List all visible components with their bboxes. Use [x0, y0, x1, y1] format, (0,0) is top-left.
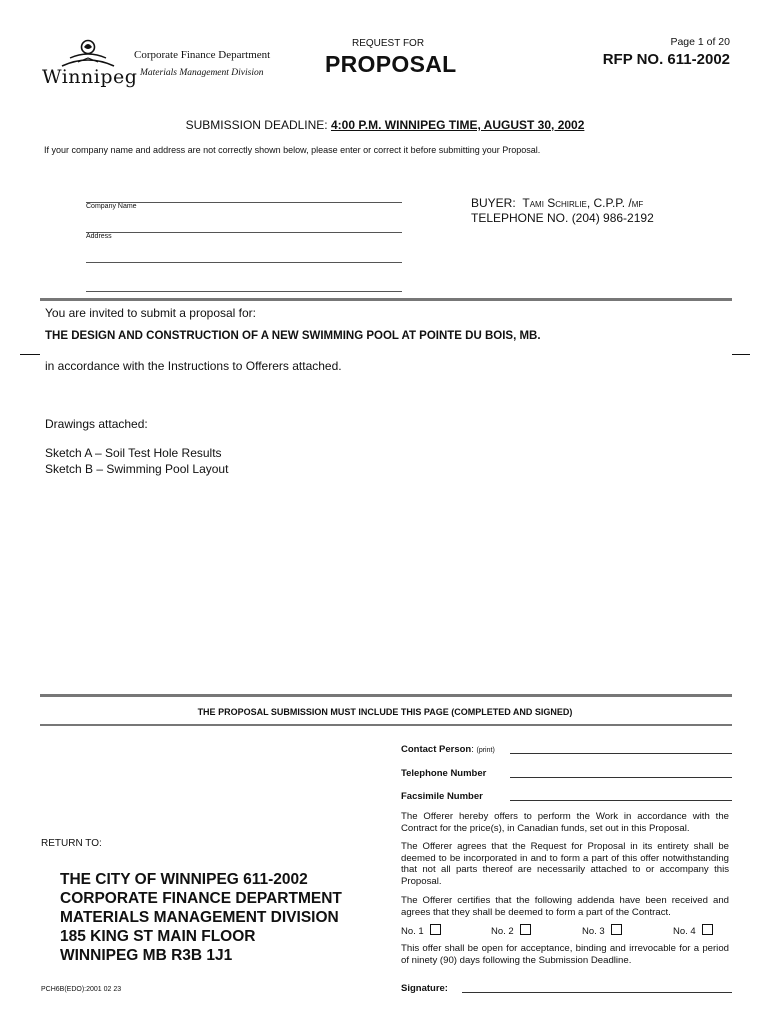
offer-text: The Offerer hereby offers to perform the Work in accordance with the Contract for the price(s), in Canadian funds, set out in this Proposal.: [401, 811, 729, 834]
address-line-3[interactable]: [86, 291, 402, 292]
telephone-line[interactable]: [510, 777, 732, 778]
addendum-1-checkbox[interactable]: [430, 924, 441, 935]
margin-mark-right: [732, 354, 750, 355]
return-to-label: RETURN TO:: [41, 838, 102, 849]
addendum-4-label: No. 4: [673, 926, 696, 937]
request-for-label: REQUEST FOR: [352, 38, 425, 49]
return-line-2: CORPORATE FINANCE DEPARTMENT: [60, 890, 342, 907]
return-line-3: MATERIALS MANAGEMENT DIVISION: [60, 909, 339, 926]
addenda-text: The Offerer certifies that the following addenda have been received and agrees that they shall be deemed to form a part of the Contract.: [401, 895, 729, 918]
department-name: Corporate Finance Department: [134, 49, 271, 61]
drawings-label: Drawings attached:: [45, 417, 148, 431]
signature-line[interactable]: [462, 992, 732, 993]
margin-mark-left: [20, 354, 40, 355]
page-number: Page 1 of 20: [670, 36, 730, 48]
form-code: PCH6B(EDO):2001 02 23: [41, 986, 122, 993]
telephone-label: Telephone Number: [401, 768, 487, 779]
fax-label: Facsimile Number: [401, 791, 483, 802]
agree-text: The Offerer agrees that the Request for Proposal in its entirety shall be deemed to be incorporated in and to form a part of this offer notwithstanding that not all parts thereof are necessarily attached to or accompany this Proposal.: [401, 841, 729, 887]
divider-top: [40, 298, 732, 301]
correction-instruction: If your company name and address are not correctly shown below, please enter or correct it before submitting your Proposal.: [44, 145, 541, 155]
addendum-4-checkbox[interactable]: [702, 924, 713, 935]
buyer-label: BUYER:: [471, 196, 516, 210]
deadline-value: 4:00 P.M. WINNIPEG TIME, AUGUST 30, 2002: [330, 118, 585, 132]
sketch-a: Sketch A – Soil Test Hole Results: [45, 446, 222, 460]
accordance-text: in accordance with the Instructions to Offerers attached.: [45, 359, 342, 373]
addendum-2[interactable]: [491, 924, 531, 937]
addendum-1[interactable]: [401, 924, 441, 937]
division-name: Materials Management Division: [140, 68, 264, 78]
proposal-title: PROPOSAL: [325, 51, 457, 77]
city-logo: [40, 36, 138, 94]
addendum-4[interactable]: [673, 924, 713, 937]
invite-text: You are invited to submit a proposal for:: [45, 306, 257, 320]
deadline-label: SUBMISSION DEADLINE:: [185, 118, 328, 132]
buyer-name: Tami Schirlie, C.P.P. /mf: [522, 196, 644, 210]
address-label: Address: [86, 233, 112, 240]
contact-person-row: Contact Person: (print): [401, 744, 495, 755]
project-title: THE DESIGN AND CONSTRUCTION OF A NEW SWIMMING POOL AT POINTE DU BOIS, MB.: [45, 330, 541, 342]
return-line-1: THE CITY OF WINNIPEG 611-2002: [60, 871, 308, 888]
buyer-info: [471, 196, 654, 226]
addendum-2-label: No. 2: [491, 926, 514, 937]
sketch-b: Sketch B – Swimming Pool Layout: [45, 462, 229, 476]
return-line-5: WINNIPEG MB R3B 1J1: [60, 947, 233, 964]
return-line-4: 185 KING ST MAIN FLOOR: [60, 928, 256, 945]
signature-label: Signature:: [401, 983, 448, 994]
buyer-telephone: TELEPHONE NO. (204) 986-2192: [471, 211, 654, 225]
open-offer-text: This offer shall be open for acceptance, binding and irrevocable for a period of ninety (90) days following the Submission Deadline.: [401, 943, 729, 966]
contact-person-line[interactable]: [510, 753, 732, 754]
submission-banner: THE PROPOSAL SUBMISSION MUST INCLUDE THIS PAGE (COMPLETED AND SIGNED): [197, 707, 573, 717]
rfp-number: RFP NO. 611-2002: [602, 51, 730, 68]
return-address: [60, 870, 342, 965]
divider-banner-top: [40, 694, 732, 697]
divider-banner-bottom: [40, 724, 732, 726]
addendum-2-checkbox[interactable]: [520, 924, 531, 935]
city-crest-icon: [40, 36, 126, 70]
address-line-1[interactable]: [86, 232, 402, 233]
company-name-label: Company Name: [86, 203, 137, 210]
addendum-3[interactable]: [582, 924, 622, 937]
logo-text: Winnipeg: [42, 66, 138, 88]
submission-deadline: [0, 118, 770, 132]
address-line-2[interactable]: [86, 262, 402, 263]
addendum-3-label: No. 3: [582, 926, 605, 937]
fax-line[interactable]: [510, 800, 732, 801]
addendum-1-label: No. 1: [401, 926, 424, 937]
print-label: (print): [476, 747, 495, 754]
contact-person-label: Contact Person: [401, 744, 472, 755]
addendum-3-checkbox[interactable]: [611, 924, 622, 935]
